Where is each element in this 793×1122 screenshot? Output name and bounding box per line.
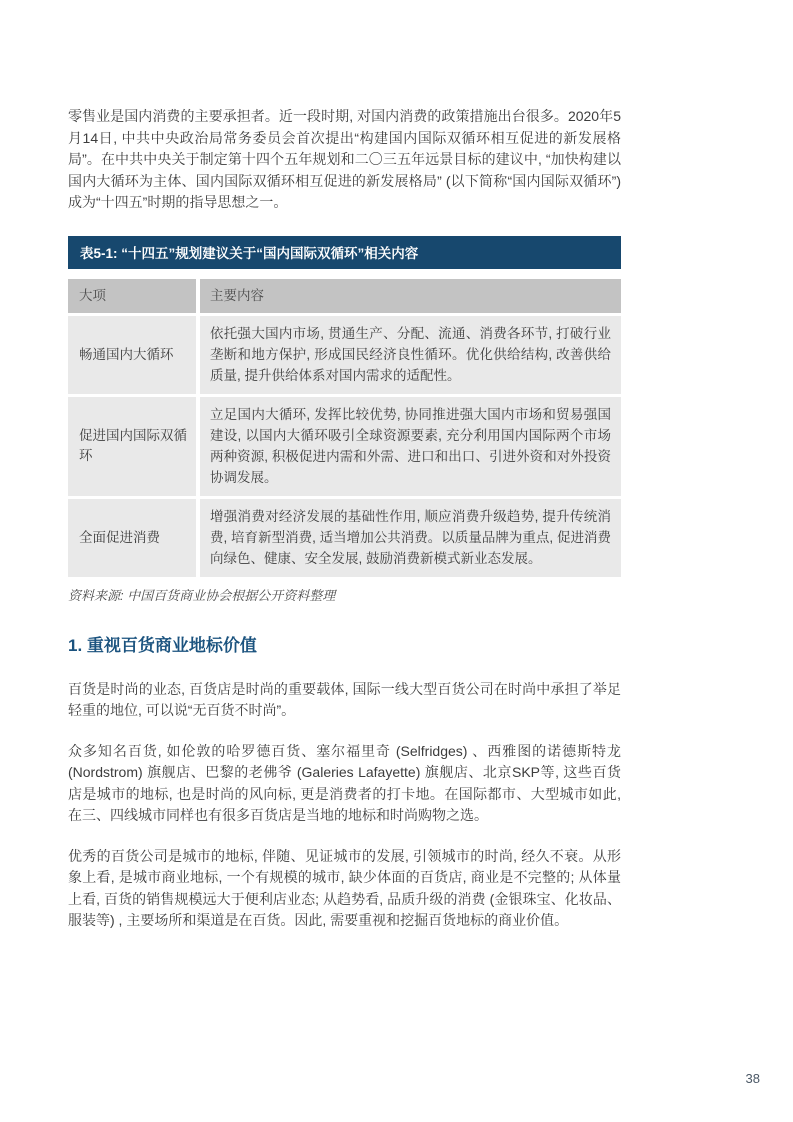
table-row-content-cell: 立足国内大循环, 发挥比较优势, 协同推进强大国内市场和贸易强国建设, 以国内大循环吸引全球资源要素, 充分利用国内国际两个市场两种资源, 积极促进内需和外需、进口和出口、引进外资和对外投资协调发展。 [200, 397, 621, 496]
table-row-content-cell: 依托强大国内市场, 贯通生产、分配、流通、消费各环节, 打破行业垄断和地方保护, 形成国民经济良性循环。优化供给结构, 改善供给质量, 提升供给体系对国内需求的适配性。 [200, 316, 621, 394]
page-content [68, 0, 621, 932]
page-number: 38 [745, 1071, 760, 1086]
table-row [68, 316, 621, 394]
section-paragraph: 优秀的百货公司是城市的地标, 伴随、见证城市的发展, 引领城市的时尚, 经久不衰。从形象上看, 是城市商业地标, 一个有规模的城市, 缺少体面的百货店, 商业是不完整的; 从体量上看, 百货的销售规模远大于便利店业态; 从趋势看, 品质升级的消费 (金银珠宝、化妆品、服装等) , 主要场所和渠道是在百货。因此, 需要重视和挖掘百货地标的商业价值。 [68, 847, 621, 928]
table-row [68, 499, 621, 577]
table-row [68, 397, 621, 496]
table-col-header-content: 主要内容 [200, 279, 621, 313]
table-source-note: 资料来源: 中国百货商业协会根据公开资料整理 [68, 587, 336, 603]
section-heading: 1. 重视百货商业地标价值 [68, 635, 257, 655]
table-title-bar: 表5-1: “十四五”规划建议关于“国内国际双循环”相关内容 [68, 236, 621, 269]
section-paragraph: 众多知名百货, 如伦敦的哈罗德百货、塞尔福里奇 (Selfridges) 、西雅图的诺德斯特龙 (Nordstrom) 旗舰店、巴黎的老佛爷 (Galeries Lafayette) 旗舰店、北京SKP等, 这些百货店是城市的地标, 也是时尚的风向标, 更是消费者的打卡地。在国际都市、大型城市如此, 在三、四线城市同样也有很多百货店是当地的地标和时尚购物之选。 [68, 742, 621, 823]
table-col-header-item: 大项 [68, 279, 196, 313]
section-paragraph: 百货是时尚的业态, 百货店是时尚的重要载体, 国际一线大型百货公司在时尚中承担了举足轻重的地位, 可以说“无百货不时尚”。 [68, 680, 621, 718]
table-row-item-label: 全面促进消费 [68, 499, 196, 577]
table-header-row [68, 279, 621, 313]
table-row-item-label: 畅通国内大循环 [68, 316, 196, 394]
table-row-item-label: 促进国内国际双循环 [68, 397, 196, 496]
table-row-content-cell: 增强消费对经济发展的基础性作用, 顺应消费升级趋势, 提升传统消费, 培育新型消费, 适当增加公共消费。以质量品牌为重点, 促进消费向绿色、健康、安全发展, 鼓励消费新模式新业态发展。 [200, 499, 621, 577]
intro-paragraph: 零售业是国内消费的主要承担者。近一段时期, 对国内消费的政策措施出台很多。2020年5月14日, 中共中央政治局常务委员会首次提出“构建国内国际双循环相互促进的新发展格局”。在中共中央关于制定第十四个五年规划和二〇三五年远景目标的建议中, “加快构建以国内大循环为主体、国内国际双循环相互促进的新发展格局” (以下简称“国内国际双循环”) 成为“十四五”时期的指导思想之一。 [68, 108, 621, 210]
table-grid [68, 279, 621, 577]
table-5-1 [68, 236, 621, 604]
